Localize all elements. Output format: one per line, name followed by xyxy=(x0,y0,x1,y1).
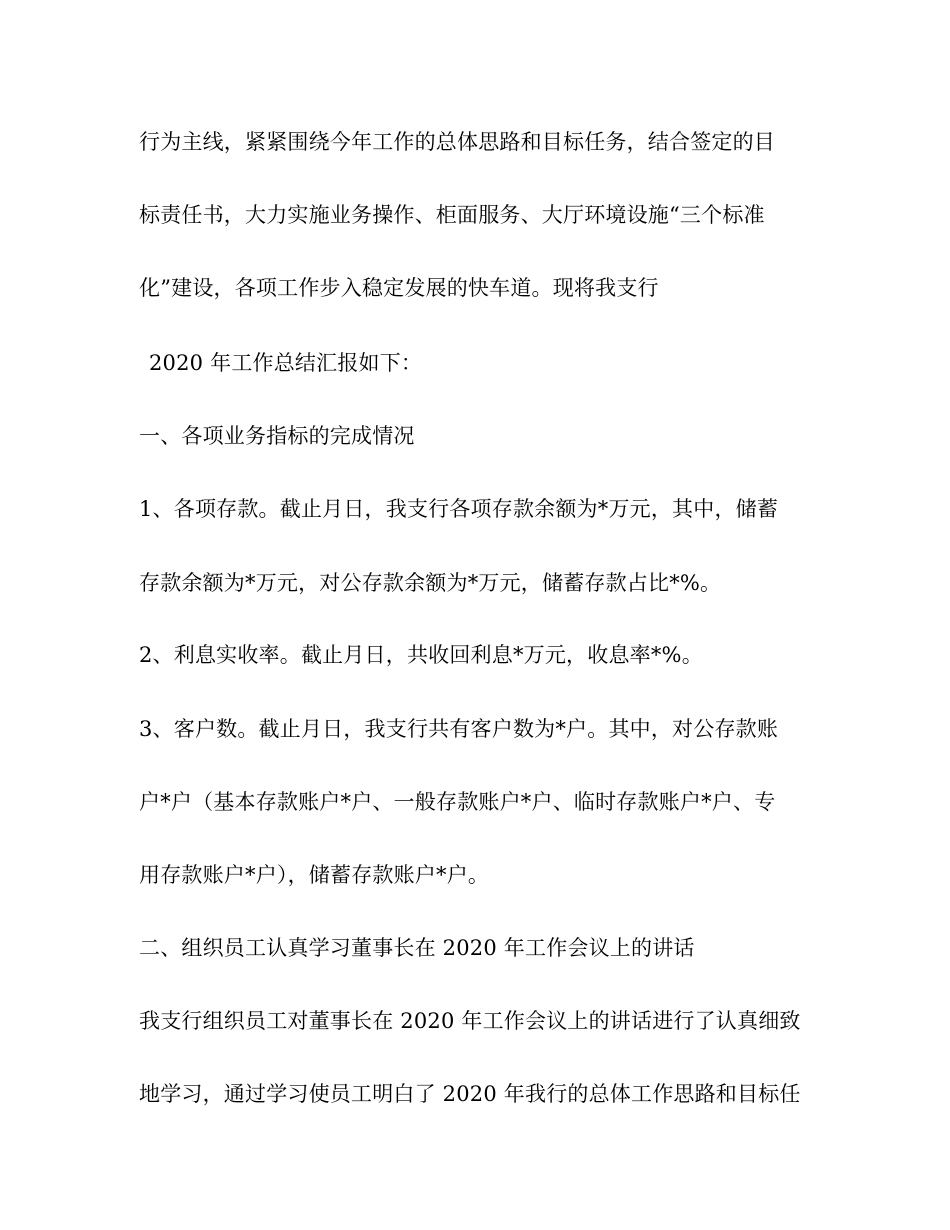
section-heading: 一、各项业务指标的完成情况 xyxy=(139,424,415,448)
body-text-line: 行为主线，紧紧围绕今年工作的总体思路和目标任务，结合签定的目 xyxy=(139,130,775,154)
body-text-line: 化”建设，各项工作步入稳定发展的快车道。现将我支行 xyxy=(139,276,659,300)
list-item-line: 用存款账户*户），储蓄存款账户*户。 xyxy=(139,863,490,887)
list-item-line: 3、客户数。截止月日，我支行共有客户数为*户。其中，对公存款账 xyxy=(139,717,779,741)
body-text-line: 我支行组织员工对董事长在 2020 年工作会议上的讲话进行了认真细致 xyxy=(139,1009,801,1033)
list-item-line: 1、各项存款。截止月日，我支行各项存款余额为*万元，其中，储蓄 xyxy=(139,497,779,521)
list-item-line: 户*户（基本存款账户*户、一般存款账户*户、临时存款账户*户、专 xyxy=(139,790,776,814)
body-text-line: 2020 年工作总结汇报如下： xyxy=(149,351,423,375)
section-heading: 二、组织员工认真学习董事长在 2020 年工作会议上的讲话 xyxy=(139,936,695,960)
body-text-line: 标责任书，大力实施业务操作、柜面服务、大厅环境设施“三个标准 xyxy=(139,203,765,227)
list-item-line: 存款余额为*万元，对公存款余额为*万元，储蓄存款占比*%。 xyxy=(139,571,722,595)
body-text-line: 地学习，通过学习使员工明白了 2020 年我行的总体工作思路和目标任 xyxy=(139,1082,801,1106)
list-item-line: 2、利息实收率。截止月日，共收回利息*万元，收息率*%。 xyxy=(139,643,703,667)
